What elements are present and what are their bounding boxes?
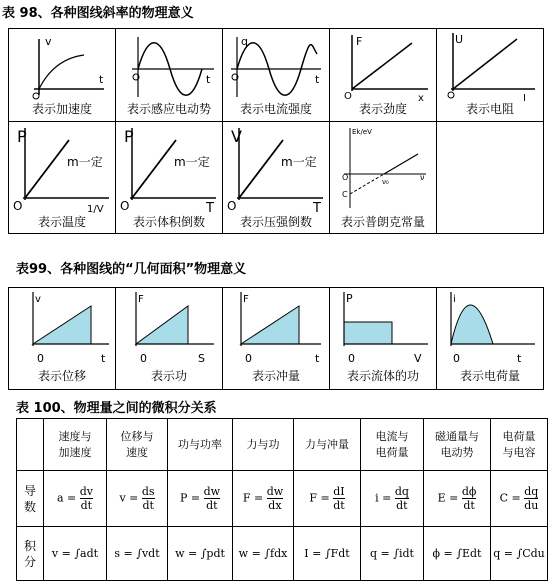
x-axis-label: t: [101, 352, 106, 365]
col-header: 位移与 速度: [107, 419, 168, 471]
acceleration-graph: [9, 29, 115, 101]
mass-note: m一定: [67, 155, 103, 169]
col-header: 力与冲量: [294, 419, 361, 471]
emf-graph: [116, 29, 222, 101]
y-axis-label: P: [17, 127, 27, 146]
table-98: [8, 28, 544, 234]
work-graph: [116, 288, 222, 368]
y-axis-label: U: [455, 33, 464, 46]
deriv-cell: i = $\frac{dq}{dt}$: [361, 471, 424, 527]
y-axis-label: Ek/eV: [352, 128, 372, 136]
t98-cell-volume-reciprocal: [116, 122, 223, 234]
integ-cell: s = ∫vdt: [107, 527, 168, 581]
t98-cell-pressure-reciprocal: [223, 122, 330, 234]
t98-caption: 表示温度: [37, 215, 86, 229]
origin-label: O: [344, 91, 352, 101]
y-axis-label: F: [356, 35, 363, 48]
y-axis-label: F: [243, 294, 249, 305]
t99-caption: 表示功: [150, 369, 187, 383]
t98-caption: 表示劲度: [358, 102, 407, 116]
integ-cell: w = ∫fdx: [233, 527, 294, 581]
t98-caption: 表示电阻: [465, 102, 514, 116]
integral-label: 积 分: [17, 527, 44, 581]
integ-cell: v = ∫adt: [44, 527, 107, 581]
current-graph: [223, 29, 329, 101]
origin-label: 0: [348, 352, 355, 365]
integ-cell: q = ∫idt: [361, 527, 424, 581]
y-axis-label: F: [138, 294, 144, 305]
table-99-title: 表99、各种图线的“几何面积”物理意义: [16, 262, 247, 277]
t98-cell-current: [223, 29, 330, 122]
mass-note: m一定: [281, 155, 317, 169]
displacement-graph: [9, 288, 115, 368]
y-axis-label: V: [231, 127, 242, 146]
integral-row: [17, 527, 548, 581]
deriv-cell: F = $\frac{dw}{dx}$: [233, 471, 294, 527]
deriv-cell: F = $\frac{dI}{dt}$: [294, 471, 361, 527]
y-axis-label: v: [45, 35, 52, 48]
t98-cell-emf: [116, 29, 223, 122]
x-axis-label: t: [517, 352, 522, 365]
col-header: 速度与 加速度: [44, 419, 107, 471]
integ-cell: ϕ = ∫Edt: [424, 527, 491, 581]
table-98-title: 表 98、各种图线斜率的物理意义: [2, 6, 194, 21]
t98-cell-acceleration: [9, 29, 116, 122]
table-99: [8, 287, 544, 390]
t98-caption: 表示电流强度: [239, 102, 312, 116]
deriv-cell: E = $\frac{d\phi}{dt}$: [424, 471, 491, 527]
integ-cell: q = ∫Cdu: [491, 527, 548, 581]
impulse-graph: [223, 288, 329, 368]
deriv-cell: v = $\frac{ds}{dt}$: [107, 471, 168, 527]
t98-caption: 表示体积倒数: [132, 215, 205, 229]
origin-label: 0: [245, 352, 252, 365]
planck-graph: [330, 122, 436, 214]
t98-cell-empty: [437, 122, 544, 234]
table-100-title: 表 100、物理量之间的微积分关系: [16, 401, 217, 416]
resistance-graph: [437, 29, 543, 101]
origin-label: O: [13, 199, 23, 213]
mass-note: m一定: [174, 155, 210, 169]
charge-graph: [437, 288, 543, 368]
integ-cell: w = ∫pdt: [168, 527, 233, 581]
x-axis-label: t: [315, 73, 320, 86]
origin-label: O: [342, 173, 349, 182]
t99-cell-charge: [437, 288, 544, 390]
t98-caption: 表示普朗克常量: [340, 215, 425, 229]
derivative-row: [17, 471, 548, 527]
x-axis-label: 1/V: [87, 204, 104, 214]
col-header: 力与功: [233, 419, 294, 471]
t98-cell-resistance: [437, 29, 544, 122]
t99-cell-fluid-work: [330, 288, 437, 390]
t99-caption: 表示位移: [37, 369, 86, 383]
col-header: 功与功率: [168, 419, 233, 471]
integ-cell: I = ∫Fdt: [294, 527, 361, 581]
t98-cell-stiffness: [330, 29, 437, 122]
t98-cell-temperature: [9, 122, 116, 234]
t99-cell-displacement: [9, 288, 116, 390]
col-header: 磁通量与 电动势: [424, 419, 491, 471]
x-axis-label: V: [414, 352, 422, 365]
origin-label: 0: [140, 352, 147, 365]
t99-caption: 表示流体的功: [346, 369, 419, 383]
y-axis-label: v: [35, 294, 41, 305]
deriv-cell: P = $\frac{dw}{dt}$: [168, 471, 233, 527]
col-header: 电荷量 与电容: [491, 419, 548, 471]
t99-caption: 表示冲量: [251, 369, 300, 383]
origin-label: O: [227, 199, 237, 213]
derivative-label: 导 数: [17, 471, 44, 527]
t98-cell-planck: [330, 122, 437, 234]
origin-label: 0: [37, 352, 44, 365]
x-axis-label: T: [313, 201, 321, 214]
header-row: [17, 419, 548, 471]
t99-cell-impulse: [223, 288, 330, 390]
t98-caption: 表示感应电动势: [126, 102, 211, 116]
x-axis-label: ν: [420, 173, 425, 182]
y-axis-label: P: [124, 127, 134, 146]
t98-caption: 表示压强倒数: [239, 215, 312, 229]
x-axis-label: S: [198, 352, 205, 365]
x-axis-label: t: [99, 73, 104, 86]
threshold-label: ν₀: [382, 178, 389, 186]
volume-reciprocal-graph: [116, 122, 222, 214]
x-axis-label: t: [315, 352, 320, 365]
x-axis-label: x: [418, 93, 424, 101]
t98-caption: 表示加速度: [31, 102, 92, 116]
origin-label: 0: [453, 352, 460, 365]
origin-label: O: [120, 199, 130, 213]
table-100: [16, 418, 548, 581]
intercept-label: C: [342, 190, 348, 199]
y-axis-label: q: [241, 35, 248, 48]
col-header: 电流与 电荷量: [361, 419, 424, 471]
y-axis-label: i: [453, 294, 456, 305]
x-axis-label: T: [206, 201, 214, 214]
fluid-work-graph: [330, 288, 436, 368]
t99-caption: 表示电荷量: [459, 369, 520, 383]
corner-cell: [17, 419, 44, 471]
x-axis-label: I: [523, 93, 526, 101]
stiffness-graph: [330, 29, 436, 101]
t99-cell-work: [116, 288, 223, 390]
pressure-reciprocal-graph: [223, 122, 329, 214]
deriv-cell: a = $\frac{dv}{dt}$: [44, 471, 107, 527]
deriv-cell: C = $\frac{dq}{du}$: [491, 471, 548, 527]
temperature-graph: [9, 122, 115, 214]
y-axis-label: P: [346, 292, 353, 305]
x-axis-label: t: [206, 73, 211, 86]
